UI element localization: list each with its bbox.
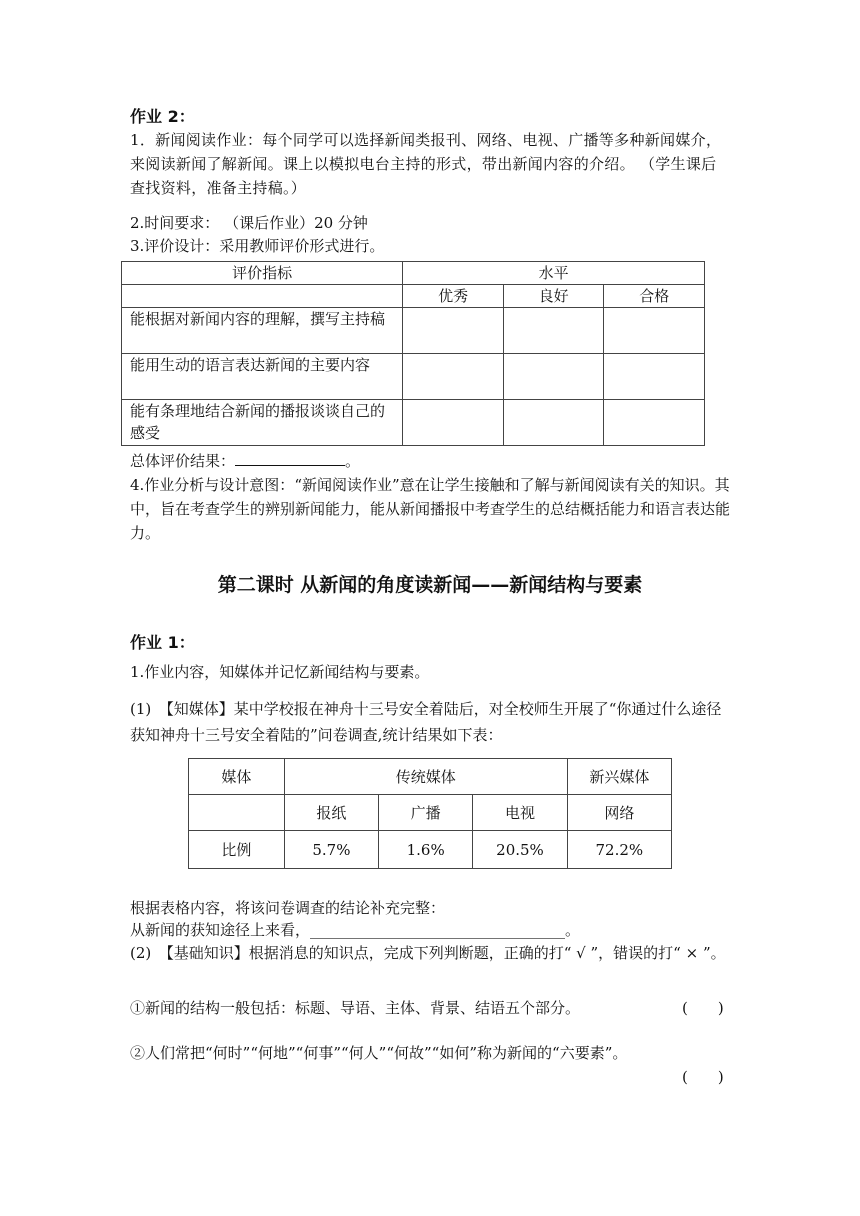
conclusion-prompt: 根据表格内容，将该问卷调查的结论补充完整： (130, 899, 446, 917)
ratio-internet: 72.2% (567, 831, 671, 869)
empty-cell (189, 795, 285, 831)
ratio-tv: 20.5% (473, 831, 567, 869)
level-pass: 合格 (604, 285, 705, 308)
score-cell (403, 400, 504, 446)
question-1: ①新闻的结构一般包括：标题、导语、主体、背景、结语五个部分。 (130, 999, 581, 1017)
overall-label: 总体评价结果： (130, 452, 236, 470)
media-header: 媒体 (189, 759, 285, 795)
media-radio: 广播 (379, 795, 473, 831)
hw1-part1: (1) 【知媒体】某中学校报在神舟十三号安全着陆后，对全校师生开展了“你通过什么途径获知神舟十三号安全着陆的”问卷调查,统计结果如下表： (130, 700, 722, 744)
question-1-answer: ( ) (682, 999, 724, 1017)
ratio-label: 比例 (189, 831, 285, 869)
score-cell (503, 354, 604, 400)
media-tv: 电视 (473, 795, 567, 831)
ratio-radio: 1.6% (379, 831, 473, 869)
media-internet: 网络 (567, 795, 671, 831)
hw1-heading: 作业 1： (130, 633, 195, 652)
indicator-row-2: 能用生动的语言表达新闻的主要内容 (122, 354, 403, 400)
question-2: ②人们常把“何时”“何地”“何事”“何人”“何故”“如何”称为新闻的“六要素”。 (130, 1044, 628, 1062)
col-indicator-header: 评价指标 (122, 262, 403, 285)
lesson-title: 第二课时 从新闻的角度读新闻——新闻结构与要素 (217, 574, 643, 596)
overall-result (130, 450, 360, 471)
traditional-media-header: 传统媒体 (284, 759, 567, 795)
media-newspaper: 报纸 (284, 795, 378, 831)
empty-cell (122, 285, 403, 308)
score-cell (403, 354, 504, 400)
hw1-part2: (2) 【基础知识】根据消息的知识点，完成下列判断题，正确的打“ √ ”，错误的打“ × ”。 (130, 944, 726, 962)
level-good: 良好 (503, 285, 604, 308)
overall-end: 。 (345, 452, 361, 470)
col-level-header: 水平 (403, 262, 705, 285)
score-cell (604, 354, 705, 400)
hw2-item1: 1．新闻阅读作业：每个同学可以选择新闻类报刊、网络、电视、广播等多种新闻媒介，来阅读新闻了解新闻。课上以模拟电台主持的形式，带出新闻内容的介绍。 （学生课后查找资料，准备主持稿。） (130, 131, 722, 197)
indicator-row-1: 能根据对新闻内容的理解，撰写主持稿 (122, 308, 403, 354)
hw2-heading: 作业 2： (130, 107, 195, 126)
score-cell (503, 400, 604, 446)
hw2-item2: 2.时间要求： （课后作业）20 分钟 (130, 214, 368, 232)
score-cell (403, 308, 504, 354)
new-media-header: 新兴媒体 (567, 759, 671, 795)
hw2-item3: 3.评价设计：采用教师评价形式进行。 (130, 237, 385, 255)
score-cell (604, 400, 705, 446)
overall-blank (235, 451, 345, 466)
hw1-item1: 1.作业内容，知媒体并记忆新闻结构与要素。 (130, 663, 430, 681)
score-cell (604, 308, 705, 354)
ratio-newspaper: 5.7% (284, 831, 378, 869)
hw2-item4: 4.作业分析与设计意图：“新闻阅读作业”意在让学生接触和了解与新闻阅读有关的知识。其中，旨在考查学生的辨别新闻能力，能从新闻播报中考查学生的总结概括能力和语言表达能力。 (130, 476, 731, 542)
media-table (188, 758, 672, 869)
question-2-answer: ( ) (682, 1068, 724, 1086)
score-cell (503, 308, 604, 354)
level-excellent: 优秀 (403, 285, 504, 308)
indicator-row-3: 能有条理地结合新闻的播报谈谈自己的感受 (122, 400, 403, 446)
evaluation-table (121, 261, 705, 446)
conclusion-line: 从新闻的获知途径上来看，__________________________________。 (130, 921, 581, 939)
